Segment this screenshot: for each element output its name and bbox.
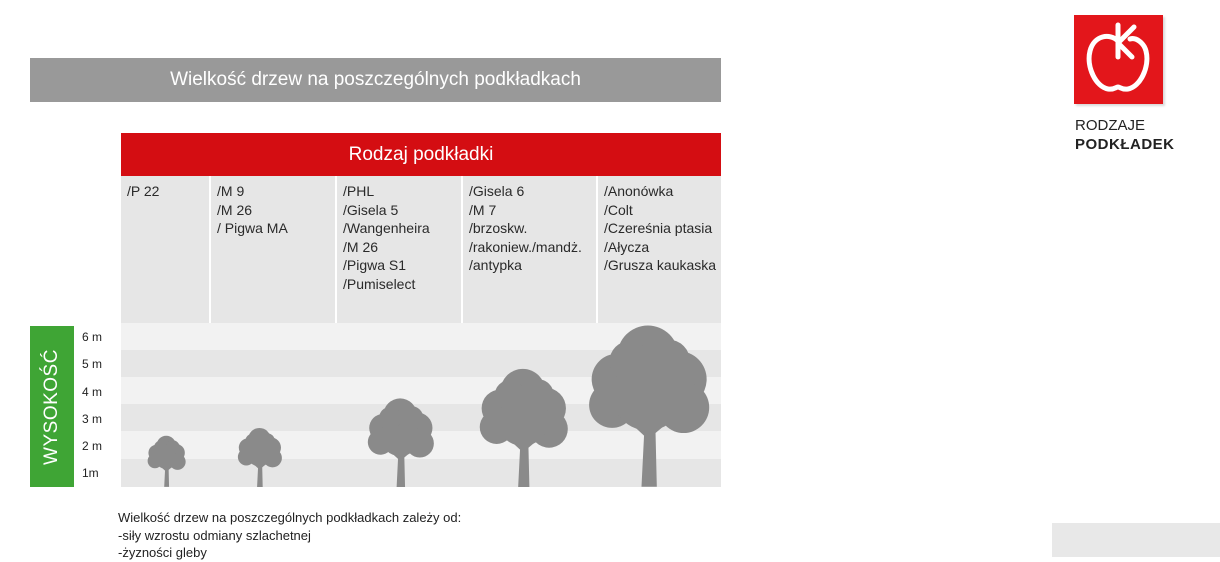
rootstock-name: /Wangenheira	[343, 220, 430, 236]
rootstock-name: /M 26	[217, 201, 253, 218]
rootstock-name: /brzoskw.	[469, 220, 528, 236]
rootstock-name: /Gisela 5	[343, 201, 399, 218]
height-label-2m: 2 m	[82, 439, 103, 453]
tree-icon	[365, 397, 435, 487]
brand-name-line-1: RODZAJE	[1075, 117, 1146, 134]
footnote-heading: Wielkość drzew na poszczególnych podkładkach zależy od:	[118, 510, 462, 525]
footnote-line-2: -żyzności gleby	[118, 545, 207, 560]
rootstock-name: /Anonówka	[604, 183, 674, 199]
brand-logo	[1074, 15, 1163, 104]
rootstock-column-2	[211, 176, 337, 323]
rootstock-column-1	[121, 176, 211, 323]
rootstock-type-header: Rodzaj podkładki	[121, 133, 721, 176]
rootstock-name: /M 7	[469, 201, 497, 218]
rootstock-name: / Pigwa MA	[217, 220, 288, 236]
height-label-4m: 4 m	[82, 385, 103, 399]
rootstock-name: /Colt	[604, 201, 633, 218]
rootstock-name: /Pumiselect	[343, 275, 416, 292]
rootstock-column-4	[463, 176, 598, 323]
footnote	[118, 509, 461, 562]
tree-icon	[146, 435, 186, 487]
tree-icon	[584, 323, 712, 487]
rootstock-column-3	[337, 176, 463, 323]
height-axis-title-text: WYSOKOŚĆ	[41, 348, 62, 465]
rootstock-name: /P 22	[127, 183, 160, 199]
rootstock-column-5	[598, 176, 721, 323]
rootstock-name: /Grusza kaukaska	[604, 257, 717, 273]
rootstock-name: /Czereśnia ptasia	[604, 220, 713, 236]
rootstock-name: /Pigwa S1	[343, 257, 407, 273]
diagram-title: Wielkość drzew na poszczególnych podkładkach	[30, 58, 721, 102]
rootstock-name: /M 9	[217, 183, 245, 199]
tree-icon	[236, 427, 283, 487]
height-label-1m: 1m	[82, 466, 99, 480]
rootstock-name: /antypka	[469, 257, 522, 273]
rootstock-name: /rakoniew./mandż.	[469, 238, 582, 255]
brand-name-line-2: PODKŁADEK	[1075, 136, 1175, 153]
height-label-6m: 6 m	[82, 330, 103, 344]
footnote-line-1: -siły wzrostu odmiany szlachetnej	[118, 527, 311, 543]
rootstock-name: /Ałycza	[604, 238, 650, 255]
height-label-5m: 5 m	[82, 357, 103, 371]
rootstock-name: /Gisela 6	[469, 183, 525, 199]
apple-k-logo-icon	[1074, 15, 1163, 104]
brand-name	[1075, 116, 1175, 154]
rootstock-name: /PHL	[343, 183, 375, 199]
height-axis-title	[30, 326, 74, 487]
tree-icon	[476, 367, 570, 487]
rootstock-columns	[121, 176, 721, 323]
corner-placeholder	[1052, 523, 1220, 557]
rootstock-name: /M 26	[343, 238, 379, 255]
height-label-3m: 3 m	[82, 412, 103, 426]
